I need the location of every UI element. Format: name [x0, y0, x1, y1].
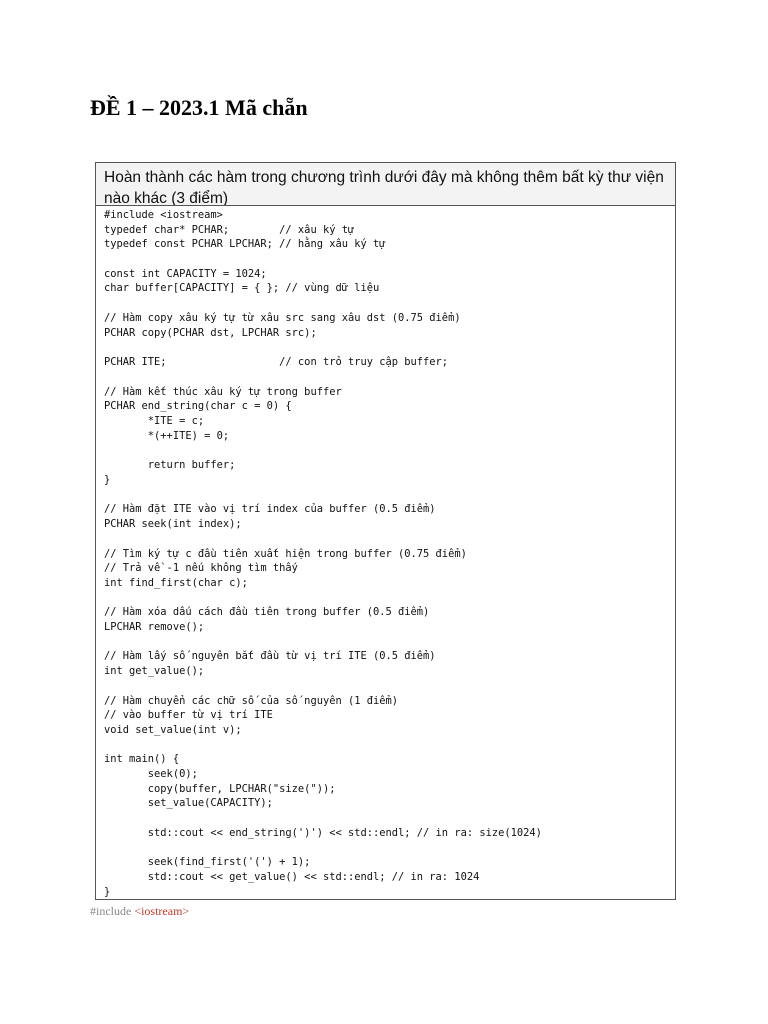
code-line: [104, 443, 667, 458]
code-line: // Trả về -1 nếu không tìm thấy: [104, 562, 298, 575]
include-line: [90, 904, 189, 919]
code-line: // Hàm kết thúc xâu ký tự trong buffer: [104, 385, 342, 398]
code-line: [104, 340, 667, 355]
code-line: // vào buffer từ vị trí ITE: [104, 709, 273, 722]
code-line: [104, 532, 667, 547]
code-line: [104, 840, 667, 855]
task-header: Hoàn thành các hàm trong chương trình dưới đây mà không thêm bất kỳ thư viện nào khác (3 điểm): [96, 163, 675, 206]
code-line: const int CAPACITY = 1024;: [104, 267, 267, 280]
code-line: *ITE = c;: [104, 414, 205, 427]
code-line: PCHAR ITE; // con trỏ truy cập buffer;: [104, 356, 449, 369]
code-line: [104, 487, 667, 502]
code-line: [104, 737, 667, 752]
code-line: seek(find_first('(') + 1);: [104, 856, 311, 869]
code-line: std::cout << end_string(')') << std::endl; // in ra: size(1024): [104, 826, 542, 839]
code-line: PCHAR seek(int index);: [104, 517, 242, 530]
code-line: // Hàm lấy số nguyên bắt đầu từ vị trí ITE (0.5 điểm): [104, 650, 436, 663]
code-line: std::cout << get_value() << std::endl; // in ra: 1024: [104, 871, 480, 883]
code-line: void set_value(int v);: [104, 723, 242, 736]
code-line: typedef char* PCHAR; // xâu ký tự: [104, 223, 355, 236]
code-line: int get_value();: [104, 665, 205, 678]
code-line: PCHAR end_string(char c = 0) {: [104, 400, 292, 413]
code-line: LPCHAR remove();: [104, 620, 205, 633]
page-title: ĐỀ 1 – 2023.1 Mã chẵn: [90, 95, 308, 120]
code-line: }: [104, 885, 111, 898]
code-line: [104, 252, 667, 267]
code-line: set_value(CAPACITY);: [104, 797, 273, 810]
code-line: return buffer;: [104, 459, 236, 472]
code-line: // Hàm xóa dấu cách đầu tiên trong buffer (0.5 điểm): [104, 606, 430, 619]
task-box: [95, 162, 676, 900]
code-line: [104, 590, 667, 605]
code-line: PCHAR copy(PCHAR dst, LPCHAR src);: [104, 326, 317, 339]
code-line: [104, 370, 667, 385]
code-block: [96, 206, 675, 899]
include-keyword: #include: [90, 904, 135, 918]
code-line: [104, 679, 667, 694]
code-line: [104, 296, 667, 311]
code-line: // Hàm chuyển các chữ số của số nguyên (1 điểm): [104, 694, 399, 707]
code-line: // Tìm ký tự c đầu tiên xuất hiện trong buffer (0.75 điểm): [104, 547, 467, 560]
code-line: int find_first(char c);: [104, 576, 248, 589]
code-line: [104, 811, 667, 826]
include-library: <iostream>: [134, 904, 190, 918]
code-line: typedef const PCHAR LPCHAR; // hằng xâu ký tự: [104, 238, 386, 251]
code-line: [104, 634, 667, 649]
code-line: }: [104, 473, 111, 486]
code-line: #include <iostream>: [104, 209, 223, 221]
code-line: *(++ITE) = 0;: [104, 429, 230, 442]
code-line: // Hàm copy xâu ký tự từ xâu src sang xâu dst (0.75 điểm): [104, 311, 461, 324]
code-line: seek(0);: [104, 768, 198, 781]
code-line: copy(buffer, LPCHAR("size("));: [104, 782, 336, 795]
code-line: int main() {: [104, 753, 180, 766]
code-line: // Hàm đặt ITE vào vị trí index của buffer (0.5 điểm): [104, 503, 436, 516]
code-line: char buffer[CAPACITY] = { }; // vùng dữ liệu: [104, 282, 380, 295]
